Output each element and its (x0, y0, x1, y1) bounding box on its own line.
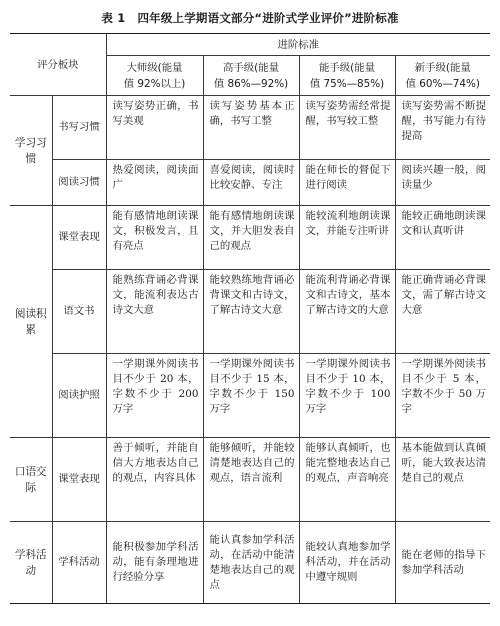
level-2-cell: 能有感情地朗读课文，并大胆发表自己的观点 (203, 206, 299, 270)
level-1-cell: 一学期课外阅读书目不少于 20 本，字数不少于 200 万字 (106, 354, 203, 438)
sub-item-label: 学科活动 (52, 522, 106, 604)
level-3-cell: 读写姿势需经常提醒，书写较工整 (299, 96, 395, 160)
table-row (10, 354, 490, 438)
level-1-cell: 能熟练背诵必背课文，能流利表达古诗文大意 (106, 270, 203, 354)
level-2-cell: 一学期课外阅读书目不少于 15 本，字数不少于 150 万字 (203, 354, 299, 438)
level-header-4: 新手级(能量 值 60%—74%) (395, 56, 490, 96)
sub-item-label: 课堂表现 (52, 206, 106, 270)
level-1-cell: 善于倾听，并能自信大方地表达自己的观点，内容具体 (106, 438, 203, 522)
level-4-cell: 一学期课外阅读书目不少于 5 本，字数不少于 50 万字 (395, 354, 490, 438)
table-row (10, 96, 490, 160)
level-3-cell: 能较认真地参加学科活动，并在活动中遵守规则 (299, 522, 395, 604)
sub-item-label: 阅读习惯 (52, 160, 106, 206)
sub-item-label: 课堂表现 (52, 438, 106, 522)
level-2-cell: 能够倾听，并能较清楚地表达自己的观点，语言流利 (203, 438, 299, 522)
level-header-3: 能手级(能量 值 75%—85%) (299, 56, 395, 96)
table-title: 四年级上学期语文部分“进阶式学业评价”进阶标准 (137, 11, 399, 25)
level-header-2: 高手级(能量 值 86%—92%) (203, 56, 299, 96)
level-2-cell: 能认真参加学科活动，在活动中能清楚地表达自己的观点 (203, 522, 299, 604)
level-1-cell: 能有感情地朗读课文，积极发言，且有亮点 (106, 206, 203, 270)
category-oral: 口语交际 (10, 438, 52, 522)
table-caption (0, 10, 500, 26)
level-3-cell: 能够认真倾听，也能完整地表达自己的观点，声音响亮 (299, 438, 395, 522)
level-1-cell: 热爱阅读，阅读面广 (106, 160, 203, 206)
level-4-cell: 阅读兴趣一般，阅读量少 (395, 160, 490, 206)
level-2-cell: 能较熟练地背诵必背课文和古诗文，了解古诗文大意 (203, 270, 299, 354)
table-row (10, 438, 490, 522)
header-section-cell (10, 34, 106, 96)
level-4-cell: 能较正确地朗读课文和认真听讲 (395, 206, 490, 270)
header-progress-cell (106, 34, 490, 56)
table-row (10, 522, 490, 604)
level-3-cell: 能在师长的督促下进行阅读 (299, 160, 395, 206)
level-4-cell: 能在老师的指导下参加学科活动 (395, 522, 490, 604)
sub-item-label: 阅读护照 (52, 354, 106, 438)
level-header-1: 大师级(能量 值 92%以上) (106, 56, 203, 96)
sub-item-label: 语文书 (52, 270, 106, 354)
header-section-label: 评分板块 (36, 58, 79, 71)
level-1-cell: 能积极参加学科活动，能有条理地进行经验分享 (106, 522, 203, 604)
header-row-1 (10, 34, 490, 56)
category-activity: 学科活动 (10, 522, 52, 604)
level-4-cell: 基本能做到认真倾听，能大致表达清楚自己的观点 (395, 438, 490, 522)
category-study-habits: 学习习惯 (10, 96, 52, 206)
table-number: 表 1 (101, 11, 126, 25)
category-reading: 阅读积累 (10, 206, 52, 438)
level-3-cell: 能较流利地朗读课文，并能专注听讲 (299, 206, 395, 270)
level-2-cell: 读写姿势基本正确，书写工整 (203, 96, 299, 160)
level-2-cell: 喜爱阅读，阅读时比较安静、专注 (203, 160, 299, 206)
level-3-cell: 一学期课外阅读书目不少于 10 本，字数不少于 100 万字 (299, 354, 395, 438)
level-3-cell: 能流利背诵必背课文和古诗文，基本了解古诗文的大意 (299, 270, 395, 354)
level-4-cell: 能正确背诵必背课文，需了解古诗文大意 (395, 270, 490, 354)
sub-item-label: 书写习惯 (52, 96, 106, 160)
level-1-cell: 读写姿势正确，书写美观 (106, 96, 203, 160)
table-row (10, 160, 490, 206)
table-row (10, 270, 490, 354)
evaluation-table (10, 33, 490, 604)
header-progress-label: 进阶标准 (277, 38, 320, 51)
level-4-cell: 读写姿势需不断提醒，书写能力有待提高 (395, 96, 490, 160)
table-row (10, 206, 490, 270)
